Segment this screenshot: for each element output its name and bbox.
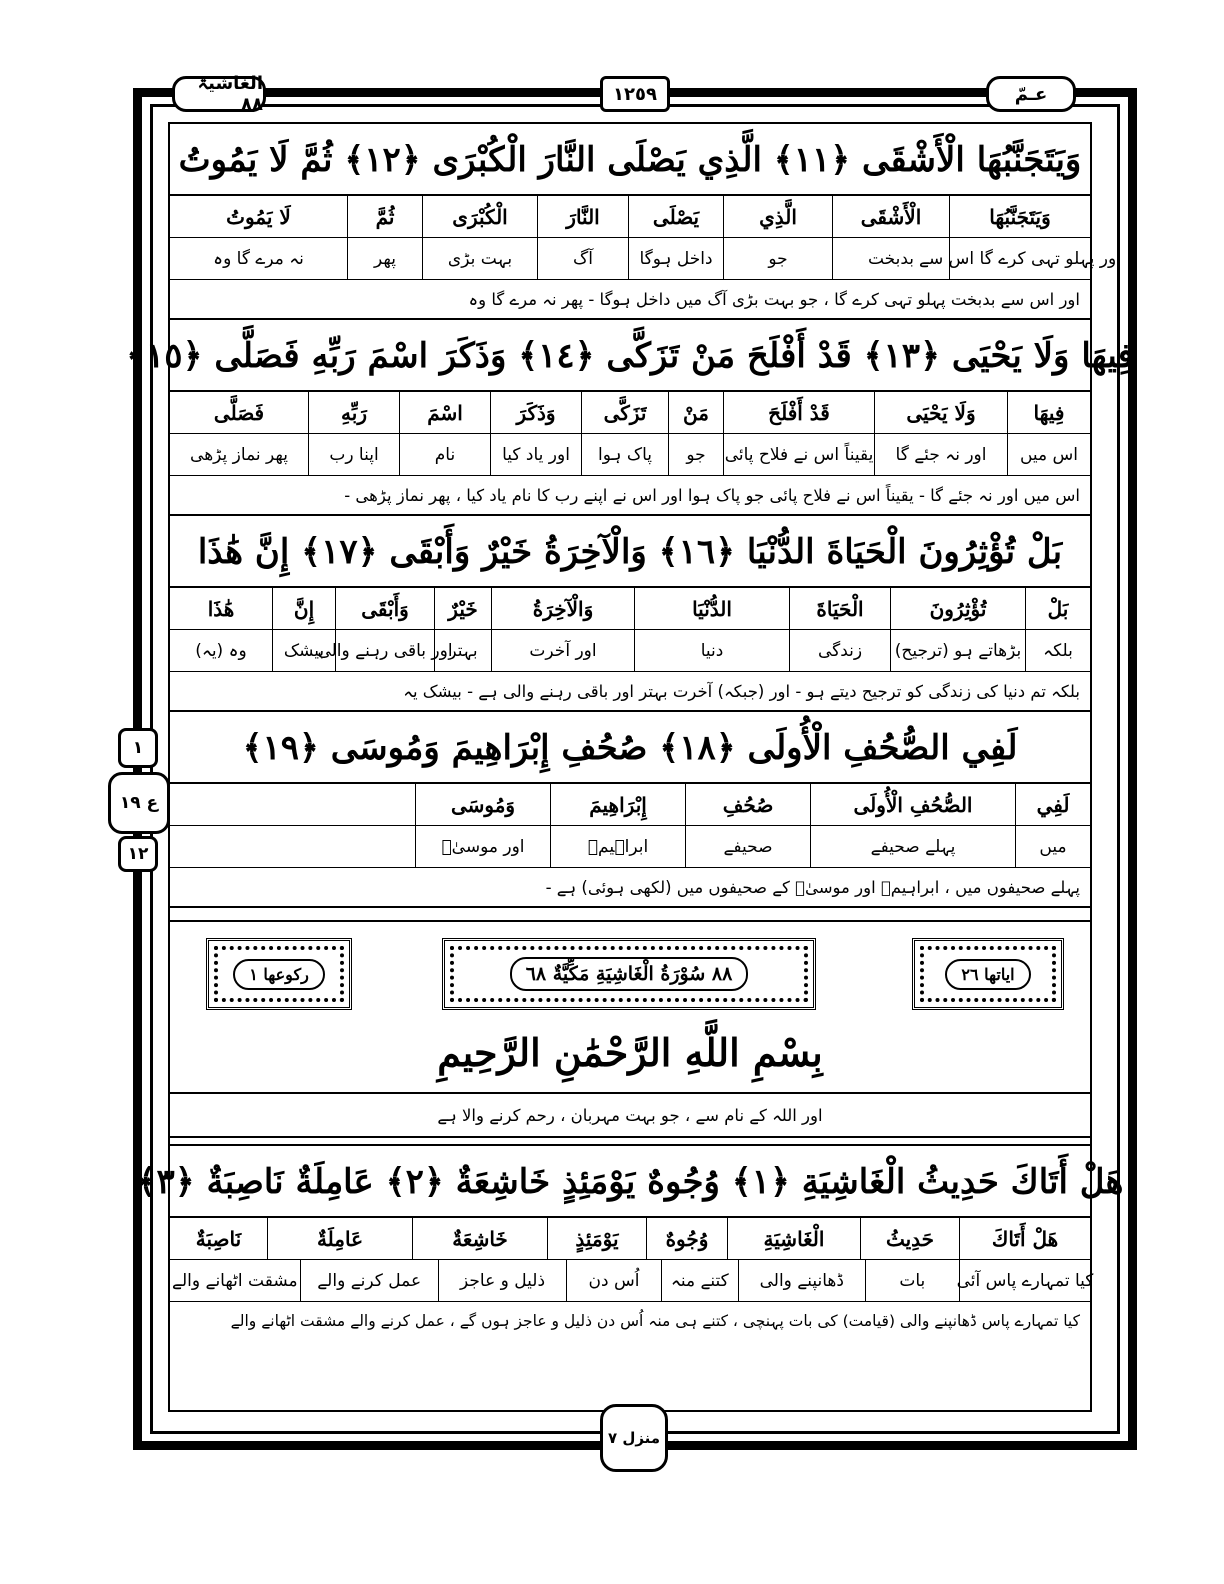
word-row-urdu <box>170 630 1090 672</box>
ruku-count-plaque <box>206 938 352 1010</box>
word-cell: نہ مرے گا وہ <box>213 249 304 269</box>
word-cell: إِبْرَاهِيمَ <box>550 784 685 825</box>
word-cell: هَلْ أَتَاكَ <box>959 1218 1090 1259</box>
word-cell: وَالْآخِرَةُ <box>491 588 634 629</box>
word-cell: اور پہلو تہی کرے گا اس سے <box>949 238 1090 279</box>
word-row-arabic <box>170 1218 1090 1260</box>
word-cell: بَلْ <box>1025 588 1090 629</box>
word-cell: الْحَيَاةَ <box>789 588 890 629</box>
word-cell: الدُّنْيَا <box>634 588 789 629</box>
word-cell: الصُّحُفِ الْأُولَى <box>810 784 1015 825</box>
surah-title: ٨٨ سُوْرَةُ الْغَاشِيَةِ مَكِّيَّةٌ ٦٨ <box>510 957 749 991</box>
word-cell: اور آخرت <box>491 630 634 671</box>
word-cell: پاک ہوا <box>581 434 668 475</box>
word-cell: اپنا رب <box>308 434 399 475</box>
word-cell: میں <box>1015 826 1090 867</box>
surah-header <box>170 922 1090 1094</box>
word-cell: پہلے صحیفے <box>810 826 1015 867</box>
word-row-arabic <box>170 784 1090 826</box>
translation-line: اور اس سے بدبخت پہلو تہی کرے گا ، جو بہت بڑی آگ میں داخل ہوگا - پھر نہ مرے گا وہ <box>170 280 1090 320</box>
word-cell: مشقت اٹھانے والے <box>172 1271 298 1291</box>
word-cell: الْغَاشِيَةِ <box>727 1218 860 1259</box>
word-cell: جو <box>668 434 723 475</box>
word-cell: هَٰذَا <box>207 596 235 621</box>
word-cell: وَأَبْقَى <box>335 588 434 629</box>
word-cell: لَفِي <box>1015 784 1090 825</box>
word-cell: قَدْ أَفْلَحَ <box>723 392 874 433</box>
word-row-urdu <box>170 826 1090 868</box>
word-cell: عمل کرنے والے <box>300 1260 438 1301</box>
word-cell: جو <box>723 238 832 279</box>
translation-line: پہلے صحیفوں میں ، ابراہیمؑ اور موسیٰؑ کے صحیفوں میں (لکھی ہوئی) ہے - <box>170 868 1090 908</box>
word-cell: ثُمَّ <box>347 196 422 237</box>
word-cell: وَلَا يَحْيَى <box>874 392 1007 433</box>
bismillah-translation: اور اللہ کے نام سے ، جو بہت مہربان ، رحم کرنے والا ہے <box>170 1094 1090 1138</box>
word-cell: اسْمَ <box>399 392 490 433</box>
ruku-count-label: رکوعھا ١ <box>233 959 325 990</box>
word-cell: پھر <box>347 238 422 279</box>
side-marker-middle: ع ١٩ <box>108 772 170 834</box>
side-marker-bottom: ١٢ <box>118 836 158 872</box>
word-cell: اور نہ جئے گا <box>874 434 1007 475</box>
word-cell: وَمُوسَى <box>415 784 550 825</box>
ayah-line: هَلْ أَتَاكَ حَدِيثُ الْغَاشِيَةِ ﴿١﴾ وُجُوهٌ يَوْمَئِذٍ خَاشِعَةٌ ﴿٢﴾ عَامِلَةٌ نَاصِبَةٌ ﴿٣﴾ <box>170 1146 1090 1218</box>
word-cell: اور یاد کیا <box>490 434 581 475</box>
word-cell: يَوْمَئِذٍ <box>547 1218 646 1259</box>
word-cell: تُؤْثِرُونَ <box>890 588 1025 629</box>
word-cell: فِيهَا <box>1007 392 1090 433</box>
surah-right-tab: عـمّ <box>986 76 1076 112</box>
word-cell: يَصْلَى <box>628 196 723 237</box>
section-divider <box>170 908 1090 922</box>
word-cell: لَا يَمُوتُ <box>226 204 291 229</box>
word-cell: زندگی <box>789 630 890 671</box>
word-cell: بلکہ <box>1025 630 1090 671</box>
empty-cell <box>170 784 415 825</box>
word-cell: صُحُفِ <box>685 784 810 825</box>
word-cell: یقیناً اس نے فلاح پائی <box>723 434 874 475</box>
word-cell: إِنَّ <box>272 588 335 629</box>
word-row-arabic <box>170 392 1090 434</box>
word-cell: بہتر <box>434 630 491 671</box>
word-cell: ڈھانپنے والی <box>738 1260 865 1301</box>
word-cell: بہت بڑی <box>422 238 537 279</box>
word-cell: نام <box>399 434 490 475</box>
word-cell: وہ (یہ) <box>195 641 247 661</box>
manzil-badge: منزل ٧ <box>600 1404 668 1472</box>
word-cell: ابراہیمؑ <box>550 826 685 867</box>
word-row-urdu <box>170 238 1121 280</box>
word-cell: دنیا <box>634 630 789 671</box>
word-cell: پھر نماز پڑھی <box>190 444 288 465</box>
surah-left-tab: الغاشیۃ ٨٨ <box>172 76 266 112</box>
word-cell: تَزَكَّى <box>581 392 668 433</box>
word-cell: کیا تمہارے پاس آئی <box>959 1260 1090 1301</box>
word-cell: اس میں <box>1007 434 1090 475</box>
ayah-line: بَلْ تُؤْثِرُونَ الْحَيَاةَ الدُّنْيَا ﴿١٦﴾ وَالْآخِرَةُ خَيْرٌ وَأَبْقَى ﴿١٧﴾ إِنَّ هَٰذَا <box>170 516 1090 588</box>
page-number: ١٢٥٩ <box>600 76 670 112</box>
word-cell: وَيَتَجَنَّبُهَا <box>949 196 1090 237</box>
word-cell: اُس دن <box>566 1260 660 1301</box>
bismillah: بِسْمِ اللَّهِ الرَّحْمَٰنِ الرَّحِيمِ <box>437 1030 823 1075</box>
word-cell: الَّذِي <box>723 196 832 237</box>
word-cell: حَدِيثُ <box>860 1218 959 1259</box>
surah-title-plaque <box>442 938 816 1010</box>
word-cell: النَّارَ <box>537 196 628 237</box>
word-row-urdu <box>170 434 1090 476</box>
ayah-line: وَيَتَجَنَّبُهَا الْأَشْقَى ﴿١١﴾ الَّذِي يَصْلَى النَّارَ الْكُبْرَى ﴿١٢﴾ ثُمَّ لَا يَمُوتُ <box>170 124 1090 196</box>
word-row-arabic <box>170 588 1090 630</box>
word-row-arabic <box>170 196 1090 238</box>
word-cell: وَذَكَرَ <box>490 392 581 433</box>
word-cell: صحیفے <box>685 826 810 867</box>
word-cell: رَبِّهِ <box>308 392 399 433</box>
word-cell: الْكُبْرَى <box>422 196 537 237</box>
word-cell: مَنْ <box>668 392 723 433</box>
ayat-count-label: ایاتھا ٢٦ <box>945 959 1030 990</box>
side-marker-top: ١ <box>118 728 158 768</box>
word-cell: آگ <box>537 238 628 279</box>
ayat-count-plaque <box>912 938 1064 1010</box>
translation-line: بلکہ تم دنیا کی زندگی کو ترجیح دیتے ہو - اور (جبکہ) آخرت بہتر اور باقی رہنے والی ہے - بیشک یہ <box>170 672 1090 712</box>
word-cell: ذلیل و عاجز <box>438 1260 567 1301</box>
word-cell: خَيْرٌ <box>434 588 491 629</box>
word-cell: عَامِلَةٌ <box>267 1218 412 1259</box>
word-cell: بڑھاتے ہو (ترجیح) <box>890 630 1025 671</box>
word-row-urdu <box>170 1260 1094 1302</box>
word-cell: اور موسیٰؑ <box>415 826 550 867</box>
ayah-line: لَفِي الصُّحُفِ الْأُولَى ﴿١٨﴾ صُحُفِ إِبْرَاهِيمَ وَمُوسَى ﴿١٩﴾ <box>170 712 1090 784</box>
word-cell: بات <box>865 1260 959 1301</box>
empty-cell <box>170 826 415 867</box>
word-cell: بیشک <box>272 630 335 671</box>
word-cell: داخل ہوگا <box>628 238 723 279</box>
word-cell: فَصَلَّى <box>213 400 265 425</box>
ayah-line: فِيهَا وَلَا يَحْيَى ﴿١٣﴾ قَدْ أَفْلَحَ مَنْ تَزَكَّى ﴿١٤﴾ وَذَكَرَ اسْمَ رَبِّهِ فَصَلَّى ﴿١٥﴾ <box>170 320 1090 392</box>
word-cell: کتنے منہ <box>661 1260 738 1301</box>
translation-line: کیا تمہارے پاس ڈھانپنے والی (قیامت) کی بات پہنچی ، کتنے ہی منہ اُس دن ذلیل و عاجز ہوں گے ، عمل کرنے والے مشقت اٹھانے والے <box>230 1312 1080 1330</box>
word-cell: الْأَشْقَى <box>832 196 949 237</box>
word-cell: نَاصِبَةٌ <box>195 1226 242 1251</box>
word-cell: وُجُوهٌ <box>646 1218 727 1259</box>
word-cell: خَاشِعَةٌ <box>412 1218 547 1259</box>
word-cell: بدبخت <box>832 238 949 279</box>
word-cell: اور باقی رہنے والی <box>335 630 434 671</box>
section-divider <box>170 1138 1090 1146</box>
translation-line: اس میں اور نہ جئے گا - یقیناً اس نے فلاح پائی جو پاک ہوا اور اس نے اپنے رب کا نام یاد کیا ، پھر نماز پڑھی - <box>170 476 1090 516</box>
